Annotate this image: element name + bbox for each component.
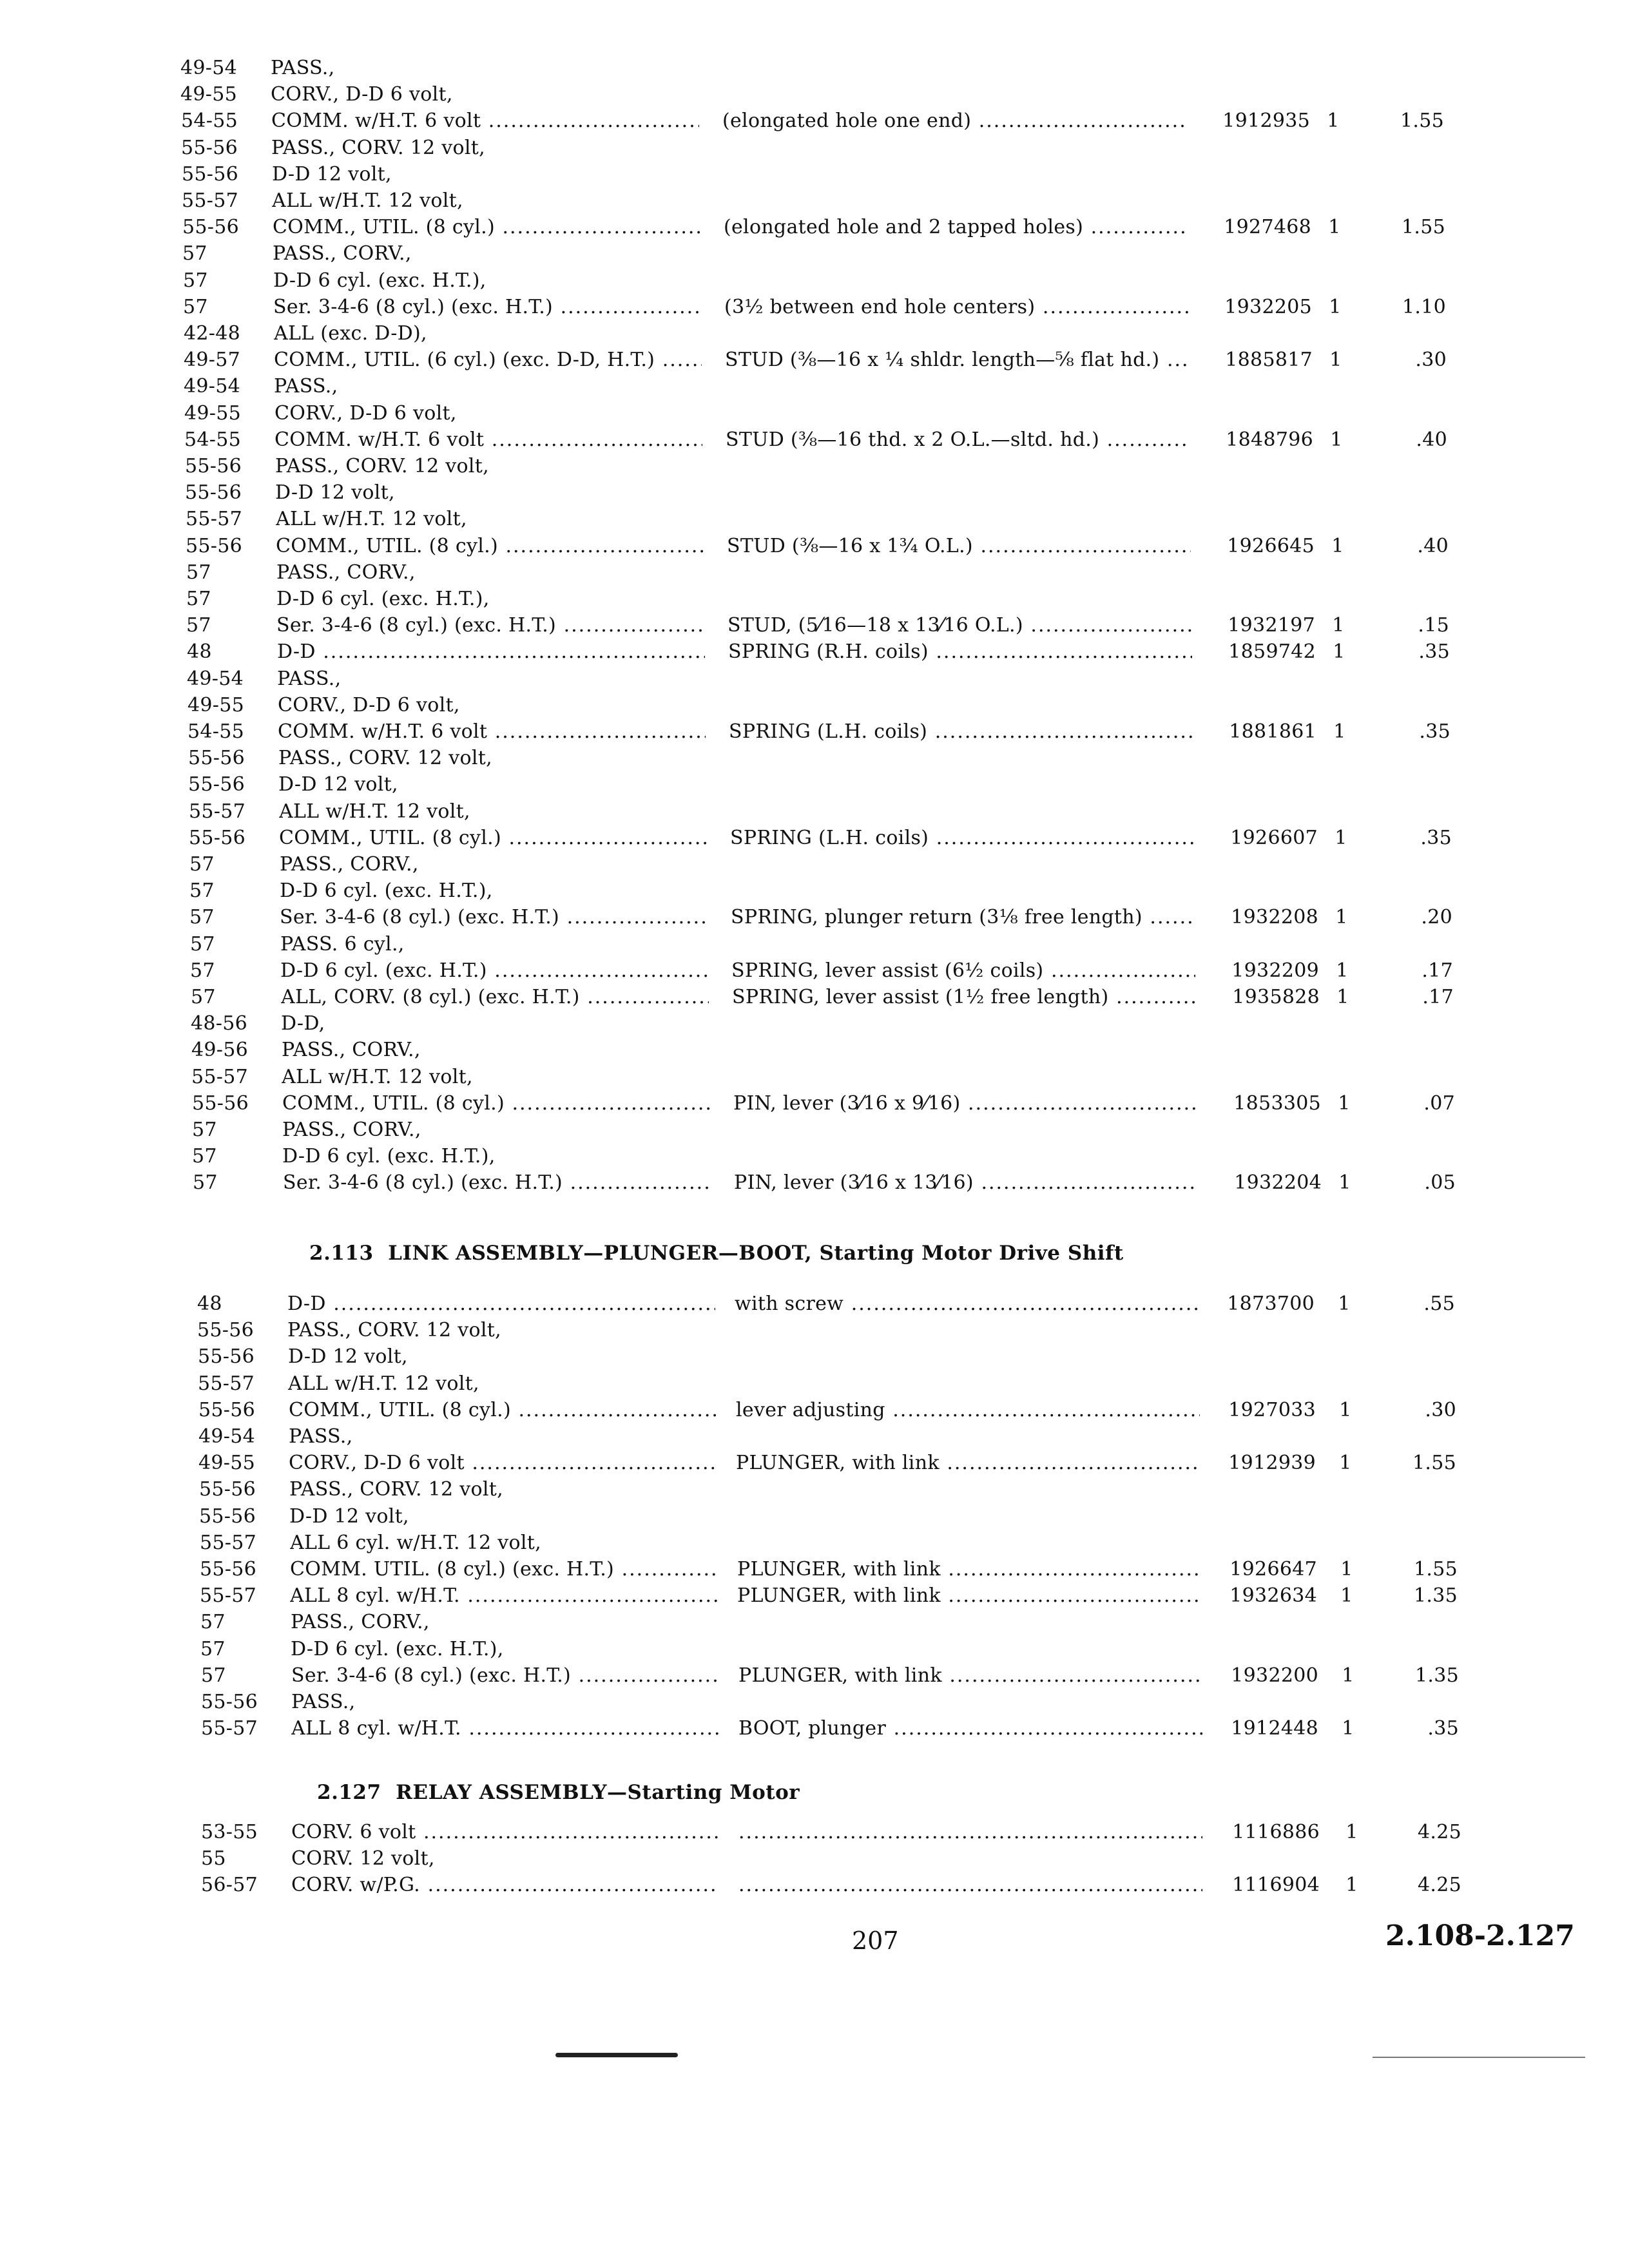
part-number: 1932208 <box>1231 906 1318 929</box>
model-application: ALL w/H.T. 12 volt, <box>288 1372 479 1395</box>
model-years: 57 <box>182 242 207 265</box>
model-application: PASS., CORV., <box>291 1611 430 1634</box>
part-number: 1116886 <box>1232 1821 1320 1843</box>
part-number: 1873700 <box>1227 1293 1315 1315</box>
price: 1.10 <box>1402 295 1446 318</box>
model-application: CORV., D-D 6 volt, <box>278 693 460 716</box>
model-years: 55-56 <box>188 747 245 770</box>
model-application: PASS., CORV., <box>280 853 419 876</box>
quantity: 1 <box>1342 1717 1354 1740</box>
model-years: 55-56 <box>198 1398 255 1421</box>
part-number: 1932200 <box>1231 1664 1318 1687</box>
part-number: 1926647 <box>1229 1558 1317 1581</box>
quantity: 1 <box>1338 1171 1351 1195</box>
model-application: COMM. UTIL. (8 cyl.) (exc. H.T.) ..... <box>290 1558 718 1581</box>
quantity: 1 <box>1340 1558 1353 1581</box>
scan-line <box>1373 2057 1585 2058</box>
price: 4.25 <box>1418 1874 1461 1897</box>
model-application: ALL (exc. D-D), <box>274 322 427 345</box>
price: .35 <box>1418 640 1450 664</box>
part-description: BOOT, plunger ..... <box>738 1717 1202 1740</box>
model-years: 55-56 <box>199 1504 256 1528</box>
model-application: PASS., CORV., <box>276 561 416 584</box>
price: 1.35 <box>1415 1664 1459 1687</box>
model-application: D-D 12 volt, <box>275 481 395 505</box>
part-number: 1926645 <box>1227 534 1315 557</box>
model-years: 49-55 <box>188 693 244 716</box>
model-years: 57 <box>186 614 211 637</box>
quantity: 1 <box>1345 1821 1358 1843</box>
part-description: (elongated hole and 2 tapped holes) ..... <box>724 216 1188 239</box>
model-years: 55-56 <box>201 1691 258 1713</box>
model-years: 49-54 <box>198 1425 255 1448</box>
part-description: PLUNGER, with link ..... <box>737 1584 1201 1608</box>
model-years: 54-55 <box>188 720 244 743</box>
model-years: 57 <box>183 269 208 292</box>
section-title: RELAY ASSEMBLY—Starting Motor <box>396 1781 800 1804</box>
price: .05 <box>1424 1171 1456 1195</box>
model-application: D-D 6 cyl. (exc. H.T.), <box>291 1637 504 1660</box>
quantity: 1 <box>1338 1293 1351 1315</box>
model-application: D-D ..... <box>277 640 705 664</box>
model-years: 55-57 <box>200 1584 256 1608</box>
quantity: 1 <box>1339 1452 1352 1475</box>
model-years: 55-57 <box>201 1717 258 1740</box>
model-years: 57 <box>189 853 215 876</box>
model-years: 57 <box>192 1119 217 1141</box>
part-description: PLUNGER, with link ..... <box>736 1452 1200 1475</box>
part-description: (3½ between end hole centers) ..... <box>724 296 1188 319</box>
quantity: 1 <box>1336 959 1349 982</box>
page-section-range: 2.108-2.127 <box>1385 1919 1575 1952</box>
part-description: SPRING (L.H. coils) ..... <box>730 827 1194 850</box>
quantity: 1 <box>1339 1398 1352 1421</box>
price: .20 <box>1421 906 1452 929</box>
model-application: COMM., UTIL. (8 cyl.) ..... <box>273 216 700 239</box>
price: 4.25 <box>1418 1821 1461 1843</box>
model-application: Ser. 3-4-6 (8 cyl.) (exc. H.T.) ..... <box>280 906 708 929</box>
part-number: 1926607 <box>1230 826 1318 849</box>
model-application: PASS., <box>291 1691 356 1713</box>
quantity: 1 <box>1331 534 1344 557</box>
section-title: LINK ASSEMBLY—PLUNGER—BOOT, Starting Motor Drive Shift <box>388 1242 1124 1265</box>
model-application: D-D 6 cyl. (exc. H.T.), <box>280 879 493 903</box>
model-years: 56-57 <box>201 1874 258 1897</box>
section-number: 2.113 <box>309 1242 374 1265</box>
scan-smudge <box>555 2053 678 2057</box>
model-application: COMM., UTIL. (8 cyl.) ..... <box>289 1399 717 1422</box>
model-application: ALL w/H.T. 12 volt, <box>279 800 470 823</box>
section-heading-2-113 <box>309 1240 1124 1266</box>
price: .17 <box>1422 959 1453 982</box>
model-years: 57 <box>191 986 216 1008</box>
model-application: COMM., UTIL. (6 cyl.) (exc. D-D, H.T.) ..... <box>274 349 702 372</box>
price: .55 <box>1423 1293 1455 1315</box>
model-years: 48-56 <box>191 1012 247 1035</box>
model-years: 55-56 <box>200 1558 256 1581</box>
model-years: 53-55 <box>201 1821 258 1843</box>
model-years: 55-57 <box>182 189 238 212</box>
section-heading-2-127 <box>317 1780 800 1805</box>
price: .40 <box>1416 428 1447 451</box>
model-application: ALL 8 cyl. w/H.T. ..... <box>291 1717 719 1740</box>
model-application: ALL 8 cyl. w/H.T. ..... <box>290 1584 718 1608</box>
part-number: 1859742 <box>1228 640 1316 664</box>
model-years: 55-56 <box>182 216 239 239</box>
part-number: 1932634 <box>1229 1584 1317 1608</box>
model-application: Ser. 3-4-6 (8 cyl.) (exc. H.T.) ..... <box>283 1171 711 1195</box>
model-application: CORV. w/P.G. ..... <box>291 1874 719 1897</box>
model-years: 55-57 <box>200 1531 256 1554</box>
model-application: COMM., UTIL. (8 cyl.) ..... <box>276 535 704 558</box>
model-application: PASS., CORV. 12 volt, <box>271 136 485 159</box>
part-number: 1885817 <box>1225 349 1313 372</box>
part-description: PIN, lever (3⁄16 x 13⁄16) ..... <box>734 1171 1198 1195</box>
model-years: 57 <box>200 1611 226 1634</box>
model-application: D-D ..... <box>287 1293 715 1316</box>
part-description: PLUNGER, with link ..... <box>737 1558 1201 1581</box>
model-application: COMM. w/H.T. 6 volt ..... <box>271 110 699 133</box>
part-number: 1927468 <box>1224 216 1311 239</box>
model-application: COMM., UTIL. (8 cyl.) ..... <box>279 827 707 850</box>
part-number: 1881861 <box>1229 720 1316 743</box>
part-description: lever adjusting ..... <box>736 1399 1200 1422</box>
model-application: CORV., D-D 6 volt ..... <box>289 1452 717 1475</box>
model-application: D-D 6 cyl. (exc. H.T.), <box>273 269 487 292</box>
model-application: PASS., <box>274 375 338 398</box>
model-application: CORV. 12 volt, <box>291 1847 435 1870</box>
model-application: CORV. 6 volt ..... <box>291 1821 719 1844</box>
model-years: 57 <box>190 932 215 956</box>
model-years: 55 <box>201 1847 226 1870</box>
model-years: 57 <box>192 1145 217 1168</box>
section-number: 2.127 <box>317 1781 381 1804</box>
price: .30 <box>1425 1398 1456 1421</box>
part-number: 1116904 <box>1232 1874 1320 1897</box>
model-years: 49-55 <box>198 1452 255 1475</box>
model-years: 54-55 <box>184 428 241 451</box>
model-application: PASS. 6 cyl., <box>280 932 405 956</box>
model-application: Ser. 3-4-6 (8 cyl.) (exc. H.T.) ..... <box>291 1664 719 1687</box>
part-number: 1912448 <box>1231 1717 1318 1740</box>
model-years: 55-56 <box>198 1345 255 1369</box>
model-years: 55-57 <box>198 1372 255 1395</box>
model-years: 57 <box>193 1171 218 1195</box>
model-application: D-D 6 cyl. (exc. H.T.), <box>276 588 490 610</box>
quantity: 1 <box>1335 826 1347 849</box>
model-application: CORV., D-D 6 volt, <box>275 401 457 425</box>
model-application: ALL 6 cyl. w/H.T. 12 volt, <box>290 1531 541 1554</box>
model-application: ALL, CORV. (8 cyl.) (exc. H.T.) ..... <box>281 986 709 1009</box>
part-number: 1848796 <box>1226 428 1313 451</box>
model-application: ALL w/H.T. 12 volt, <box>282 1065 473 1088</box>
model-years: 49-55 <box>180 83 237 106</box>
model-years: 57 <box>189 879 215 903</box>
model-years: 55-57 <box>186 508 242 531</box>
price: 1.55 <box>1412 1452 1456 1475</box>
part-description: SPRING, lever assist (6½ coils) ..... <box>731 959 1195 983</box>
model-years: 49-54 <box>184 375 240 398</box>
model-years: 55-56 <box>185 481 242 505</box>
part-description: (elongated hole one end) ..... <box>722 110 1186 133</box>
part-description: PIN, lever (3⁄16 x 9⁄16) ..... <box>733 1092 1197 1115</box>
model-years: 57 <box>190 959 215 982</box>
part-description: PLUNGER, with link ..... <box>738 1664 1202 1687</box>
model-years: 57 <box>186 561 211 584</box>
model-years: 55-57 <box>191 1065 248 1088</box>
quantity: 1 <box>1330 428 1343 451</box>
part-number: 1927033 <box>1228 1398 1316 1421</box>
model-application: CORV., D-D 6 volt, <box>271 83 453 106</box>
part-description: STUD (⅜—16 thd. x 2 O.L.—sltd. hd.) ..... <box>726 428 1190 452</box>
price: 1.55 <box>1414 1558 1458 1581</box>
quantity: 1 <box>1333 720 1346 743</box>
quantity: 1 <box>1340 1584 1353 1608</box>
model-application: PASS., <box>277 667 342 690</box>
price: .30 <box>1415 349 1447 372</box>
model-application: D-D 12 volt, <box>278 773 398 796</box>
model-years: 55-56 <box>185 455 242 477</box>
quantity: 1 <box>1332 614 1345 637</box>
model-application: ALL w/H.T. 12 volt, <box>276 508 467 531</box>
part-number: 1912939 <box>1228 1452 1316 1475</box>
price: .07 <box>1423 1091 1455 1115</box>
model-years: 49-56 <box>191 1039 248 1062</box>
quantity: 1 <box>1335 906 1348 929</box>
part-number: 1932205 <box>1224 295 1312 318</box>
price: 1.55 <box>1402 216 1445 239</box>
quantity: 1 <box>1342 1664 1354 1687</box>
quantity: 1 <box>1338 1091 1351 1115</box>
model-years: 55-56 <box>199 1478 256 1501</box>
model-application: D-D 6 cyl. (exc. H.T.) ..... <box>280 959 708 983</box>
model-years: 49-54 <box>180 57 237 79</box>
model-years: 55-56 <box>189 826 246 849</box>
model-years: 55-56 <box>197 1319 254 1342</box>
part-description: STUD, (5⁄16—18 x 13⁄16 O.L.) ..... <box>728 614 1191 637</box>
model-years: 48 <box>197 1293 222 1315</box>
model-years: 42-48 <box>184 322 240 345</box>
part-description <box>738 1874 1202 1897</box>
model-application: PASS., <box>271 57 335 79</box>
price: 1.35 <box>1414 1584 1458 1608</box>
model-years: 48 <box>187 640 212 664</box>
model-application: PASS., <box>289 1425 353 1448</box>
quantity: 1 <box>1327 110 1340 133</box>
model-application: Ser. 3-4-6 (8 cyl.) (exc. H.T.) ..... <box>273 296 701 319</box>
quantity: 1 <box>1328 216 1341 239</box>
model-application: PASS., CORV., <box>282 1119 421 1141</box>
model-years: 57 <box>186 588 211 610</box>
price: .35 <box>1420 826 1452 849</box>
model-application: Ser. 3-4-6 (8 cyl.) (exc. H.T.) ..... <box>276 614 704 637</box>
model-years: 49-57 <box>184 349 240 372</box>
model-application: COMM. w/H.T. 6 volt ..... <box>275 428 702 452</box>
model-years: 55-56 <box>181 136 238 159</box>
model-years: 57 <box>201 1664 226 1687</box>
price: 1.55 <box>1400 110 1444 133</box>
model-years: 55-56 <box>188 773 245 796</box>
part-description: SPRING, plunger return (3⅛ free length) ..... <box>731 906 1195 929</box>
model-application: D-D 12 volt, <box>272 162 392 186</box>
quantity: 1 <box>1329 295 1342 318</box>
model-application: PASS., CORV. 12 volt, <box>289 1478 503 1501</box>
quantity: 1 <box>1329 349 1342 372</box>
part-number: 1853305 <box>1233 1091 1321 1115</box>
model-application: D-D, <box>281 1012 325 1035</box>
model-application: COMM., UTIL. (8 cyl.) ..... <box>282 1092 710 1115</box>
model-years: 57 <box>189 906 215 929</box>
model-application: PASS., CORV. 12 volt, <box>278 747 492 770</box>
model-application: D-D 12 volt, <box>288 1345 408 1369</box>
model-years: 55-56 <box>186 534 242 557</box>
price: .40 <box>1417 534 1449 557</box>
part-number: 1935828 <box>1232 986 1320 1008</box>
model-years: 49-55 <box>184 401 241 425</box>
model-application: PASS., CORV. 12 volt, <box>287 1319 501 1342</box>
quantity: 1 <box>1345 1874 1358 1897</box>
model-years: 55-56 <box>182 162 238 186</box>
part-description: SPRING (R.H. coils) ..... <box>728 640 1192 664</box>
part-number: 1932209 <box>1231 959 1319 982</box>
model-years: 57 <box>200 1637 226 1660</box>
price: .17 <box>1422 986 1454 1008</box>
price: .35 <box>1419 720 1451 743</box>
page-number: 207 <box>852 1927 899 1955</box>
model-years: 55-56 <box>192 1091 249 1115</box>
part-number: 1932197 <box>1228 614 1315 637</box>
price: .15 <box>1418 614 1449 637</box>
part-description <box>738 1821 1202 1844</box>
model-application: PASS., CORV., <box>282 1039 421 1062</box>
model-application: D-D 12 volt, <box>289 1504 409 1528</box>
model-years: 54-55 <box>181 110 238 133</box>
model-years: 49-54 <box>187 667 244 690</box>
model-application: COMM. w/H.T. 6 volt ..... <box>278 720 706 744</box>
part-number: 1932204 <box>1234 1171 1322 1195</box>
model-application: PASS., CORV. 12 volt, <box>275 455 489 477</box>
model-years: 57 <box>183 295 208 318</box>
quantity: 1 <box>1333 640 1345 664</box>
price: .35 <box>1427 1717 1459 1740</box>
part-number: 1912935 <box>1222 110 1310 133</box>
part-description: SPRING, lever assist (1½ free length) ..... <box>732 986 1196 1009</box>
model-application: D-D 6 cyl. (exc. H.T.), <box>282 1145 496 1168</box>
model-application: PASS., CORV., <box>273 242 412 265</box>
model-application: ALL w/H.T. 12 volt, <box>272 189 463 212</box>
part-description: STUD (⅜—16 x ¼ shldr. length—⅝ flat hd.) ..... <box>725 349 1189 372</box>
part-description: STUD (⅜—16 x 1¾ O.L.) ..... <box>727 535 1191 558</box>
model-years: 55-57 <box>189 800 246 823</box>
quantity: 1 <box>1336 986 1349 1008</box>
part-description: SPRING (L.H. coils) ..... <box>729 720 1193 744</box>
part-description: with screw ..... <box>735 1293 1199 1316</box>
